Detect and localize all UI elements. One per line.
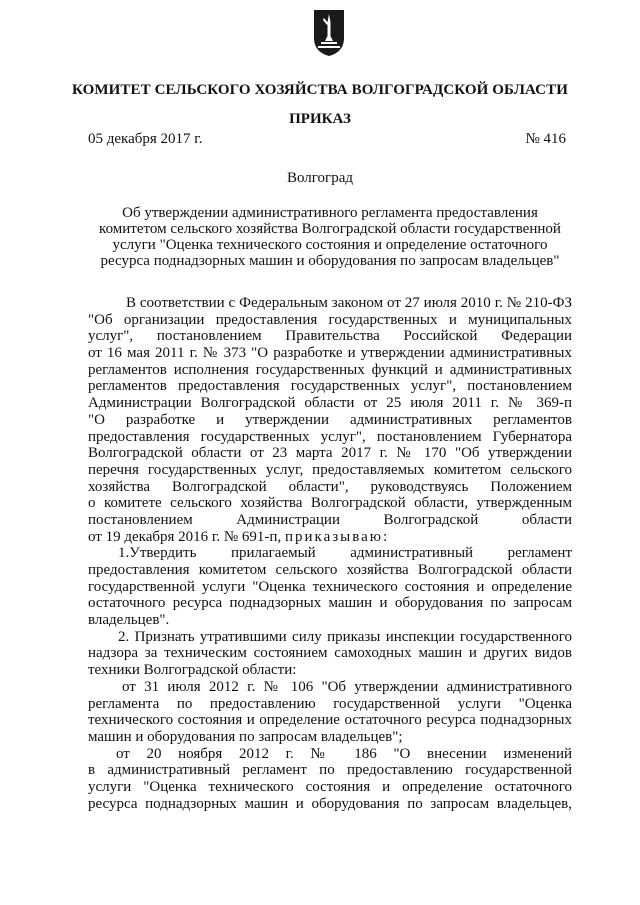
order-word: приказываю: [284, 528, 390, 545]
body-line: хозяйства Волгоградской области", руководствуясь Положением [88, 478, 572, 495]
body-line: Волгоградской области от 23 марта 2017 г. № 170 "Об утверждении [88, 445, 572, 462]
body-line: В соответствии с Федеральным законом от 27 июля 2010 г. № 210-ФЗ [126, 295, 572, 311]
body-line: от 31 июля 2012 г. № 106 "Об утверждении административного [122, 678, 572, 695]
body-line: регламентов исполнения государственных функций и административных [88, 361, 572, 378]
ministry-title: КОМИТЕТ СЕЛЬСКОГО ХОЗЯЙСТВА ВОЛГОГРАДСКОЙ ОБЛАСТИ [72, 82, 568, 98]
body-line: "О разработке и утверждении административных регламентов [88, 411, 572, 428]
body-line: в административный регламент по предоставлению государственной [88, 762, 572, 779]
body-line: услуги "Оценка технического состояния и определение остаточного [88, 778, 572, 795]
body-line: государственной услуги "Оценка технического состояния и определение [88, 578, 572, 595]
body-line: предоставления комитетом сельского хозяйства Волгоградской области [88, 562, 572, 578]
document-body [88, 295, 572, 812]
document-date: 05 декабря 2017 г. [88, 131, 203, 147]
body-line: 1.Утвердить прилагаемый административный регламент [118, 545, 572, 562]
body-line: услуг", постановлением Правительства Российской Федерации [88, 328, 572, 345]
body-line: о комитете сельского хозяйства Волгоградской области, утвержденным [88, 495, 572, 512]
body-line: владельцев". [88, 612, 170, 629]
subject-line: ресурса поднадзорных машин и оборудования по запросам владельцев" [100, 253, 560, 269]
coat-of-arms-icon [312, 8, 346, 58]
body-line: Администрации Волгоградской области от 25 июля 2011 г. № 369-п [88, 395, 572, 412]
subject-line: услуги "Оценка технического состояния и определение остаточного [112, 237, 548, 253]
document-number: № 416 [525, 131, 566, 147]
document-subject [88, 205, 572, 269]
body-line: постановлением Администрации Волгоградской области [88, 511, 572, 528]
body-line: от 20 ноября 2012 г. № 186 "О внесении изменений [116, 745, 572, 762]
body-line: от 16 мая 2011 г. № 373 "О разработке и утверждении административных [88, 345, 572, 362]
body-line-order [88, 529, 572, 546]
body-line: 2. Признать утратившими силу приказы инспекции государственного [118, 628, 572, 645]
body-line: остаточного ресурса поднадзорных машин и оборудования по запросам [88, 595, 572, 612]
subject-line: Об утверждении административного регламента предоставления [122, 205, 538, 221]
body-line-text: от 19 декабря 2016 г. № 691-п, [88, 528, 285, 545]
body-line: регламентов предоставления государственных услуг", постановлением [88, 378, 572, 395]
document-type: ПРИКАЗ [289, 111, 351, 127]
body-line: техники Волгоградской области: [88, 662, 297, 679]
body-line: "Об организации предоставления государственных и муниципальных [88, 311, 572, 328]
body-line: предоставления государственных услуг", постановлением Губернатора [88, 428, 572, 445]
subject-line: комитетом сельского хозяйства Волгоградской области государственной [99, 221, 561, 237]
document-city: Волгоград [286, 170, 353, 186]
body-line: перечня государственных услуг, предоставляемых комитетом сельского [88, 461, 572, 478]
body-line: надзора за техническим состоянием самоходных машин и других видов [88, 645, 572, 662]
body-line: ресурса поднадзорных машин и оборудования по запросам владельцев, [88, 795, 572, 812]
body-line: регламента по предоставлению государственной услуги "Оценка [88, 695, 572, 712]
body-line: технического состояния и определение остаточного ресурса поднадзорных [88, 712, 572, 729]
body-line: машин и оборудования по запросам владельцев"; [88, 728, 403, 745]
